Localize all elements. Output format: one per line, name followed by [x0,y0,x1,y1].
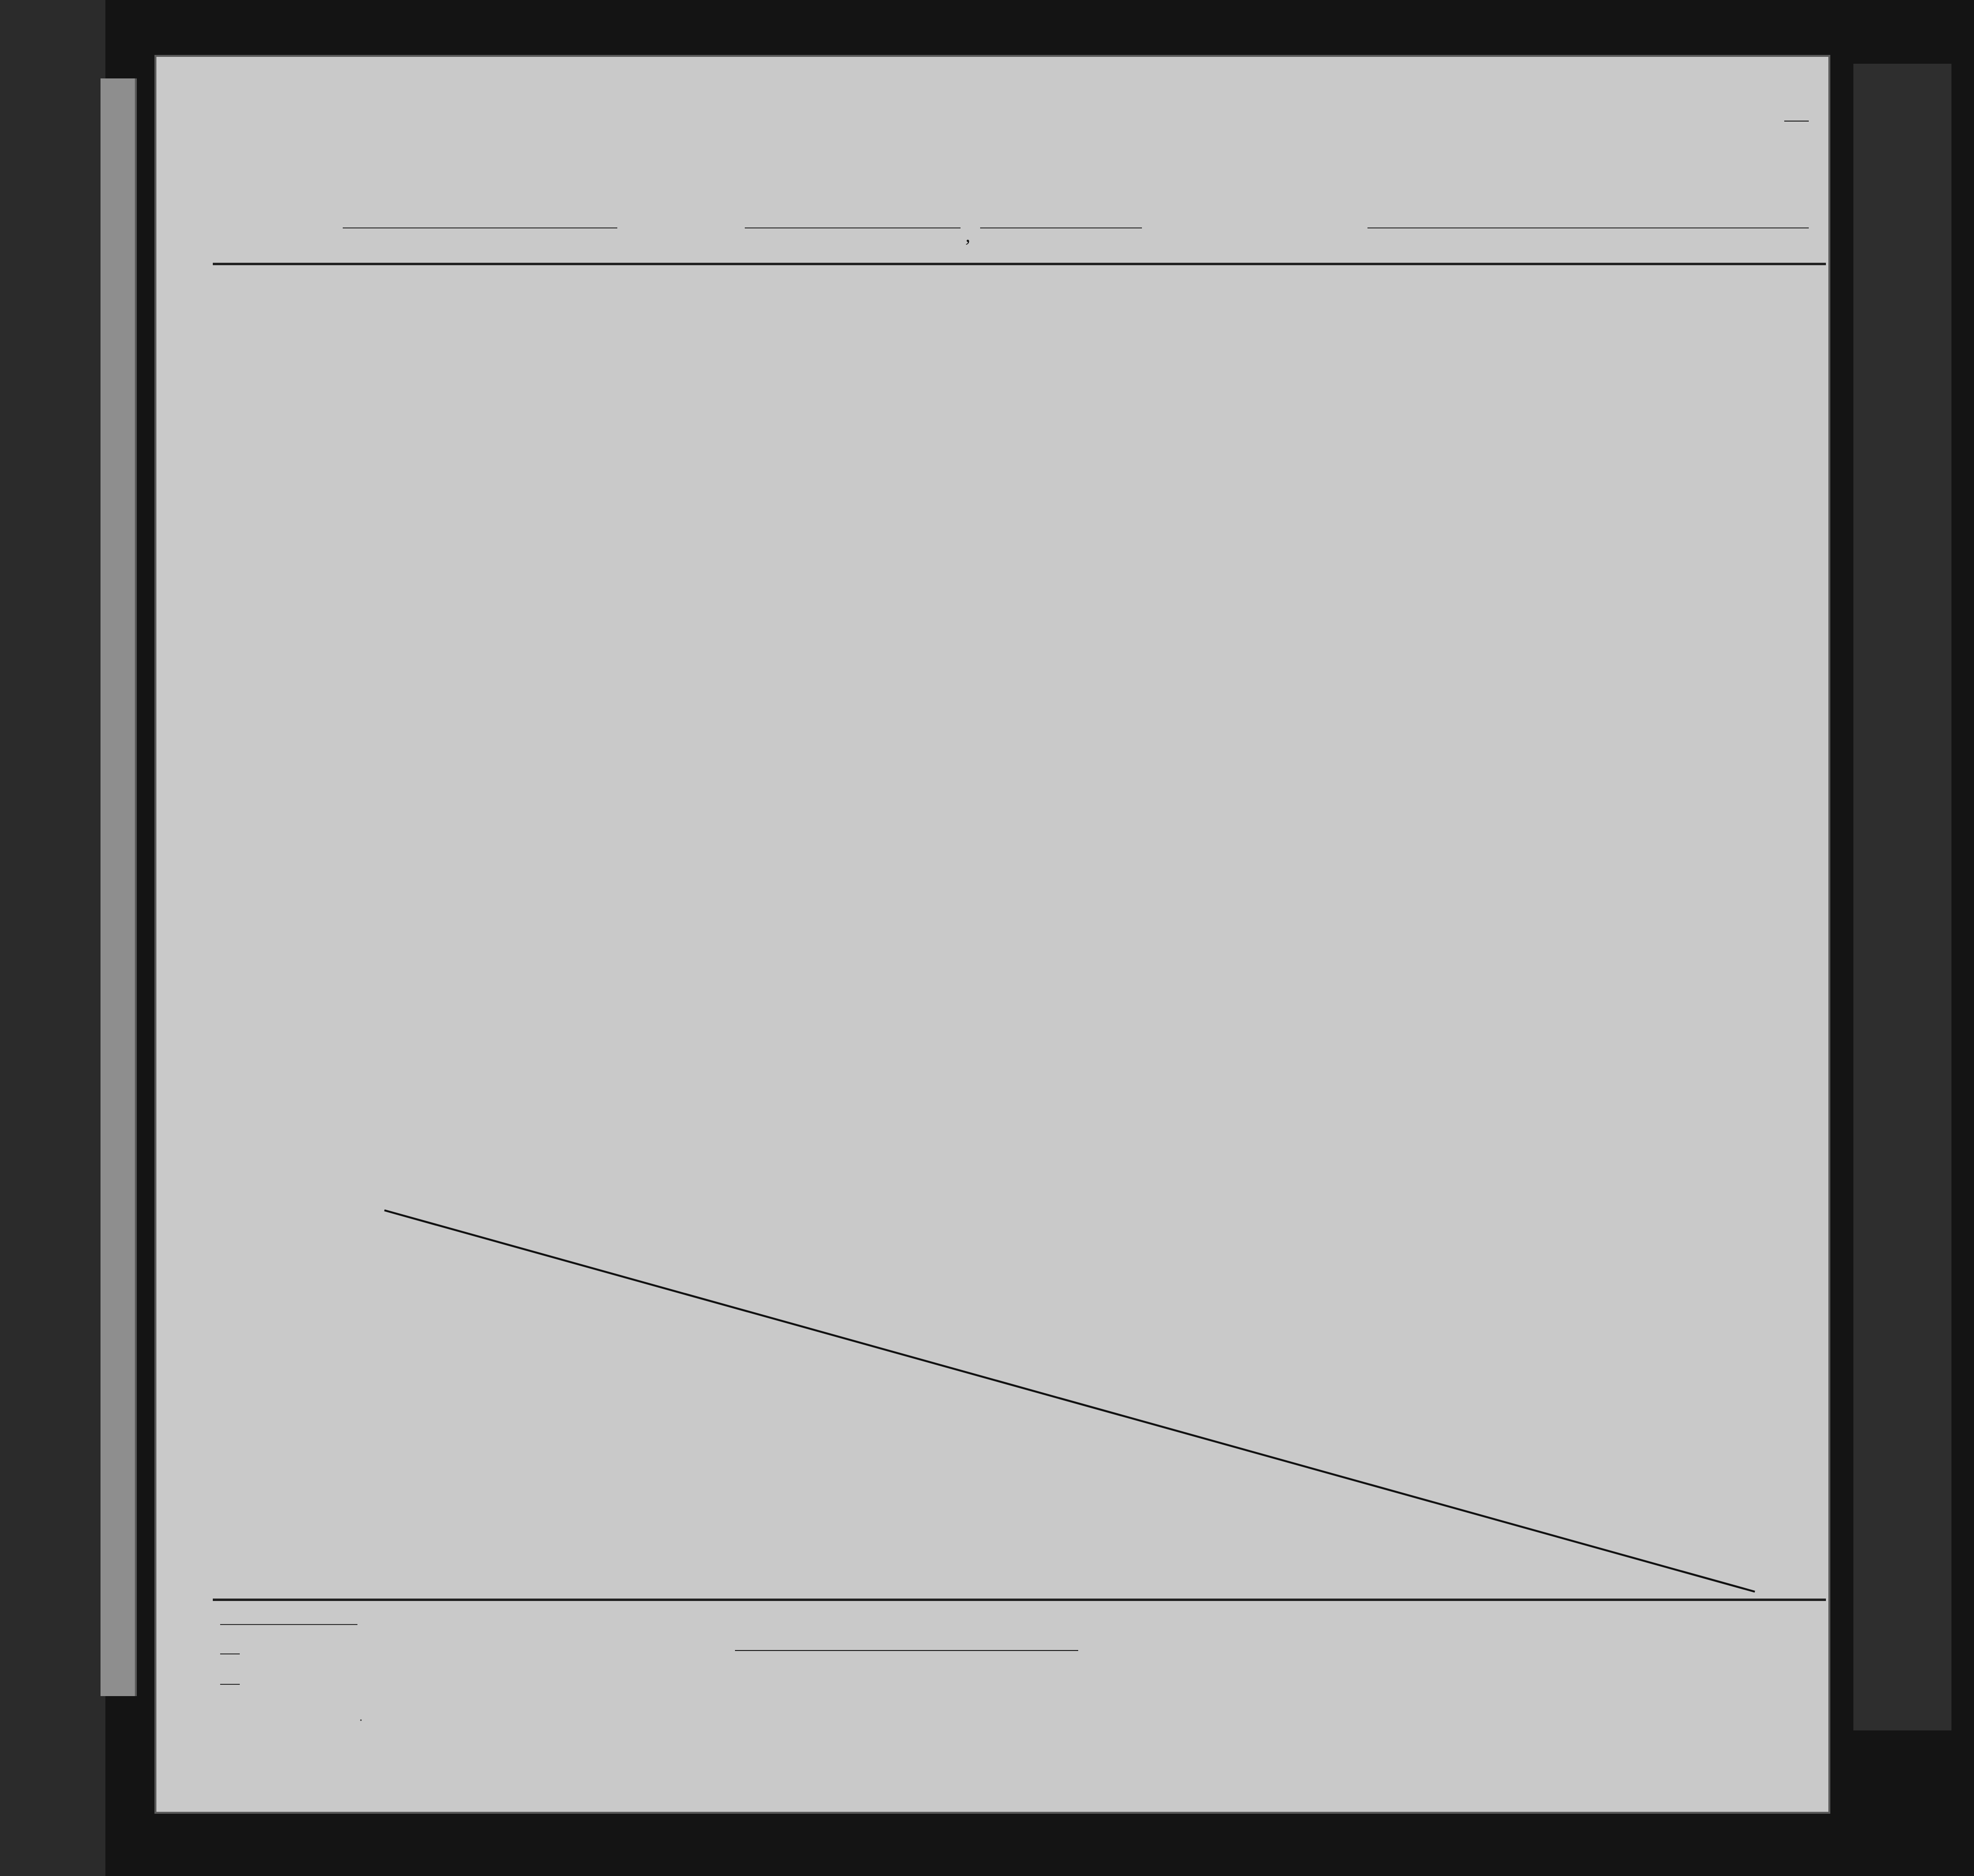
inspector-rule [735,1650,1078,1651]
comma-label: , [965,224,970,246]
footer-agents-field [220,1668,240,1684]
cancel-stroke [384,1210,1755,1592]
crew-table [213,263,1826,1601]
backing-sheet-edge [101,78,137,1696]
vessel-line [274,224,1814,253]
arrival-date [980,226,1142,228]
agents-value [220,1669,240,1685]
vessel-name [343,226,617,228]
arrival-port [745,226,961,228]
manifest-sheet [154,55,1830,1814]
sheet-number [1784,85,1809,122]
line-value [220,1609,357,1625]
footer-owners-field [220,1638,240,1653]
sheet-number-value [1784,86,1809,122]
scan-background-left [0,0,105,1876]
union-label-mark: ● [360,1719,362,1722]
scan-background-right [1853,64,1951,1730]
owners-value [220,1638,240,1654]
printer-imprint [176,71,431,81]
cancellation-line [213,265,1826,1599]
footer-line-field [220,1608,357,1624]
from-port-value [1367,226,1809,228]
